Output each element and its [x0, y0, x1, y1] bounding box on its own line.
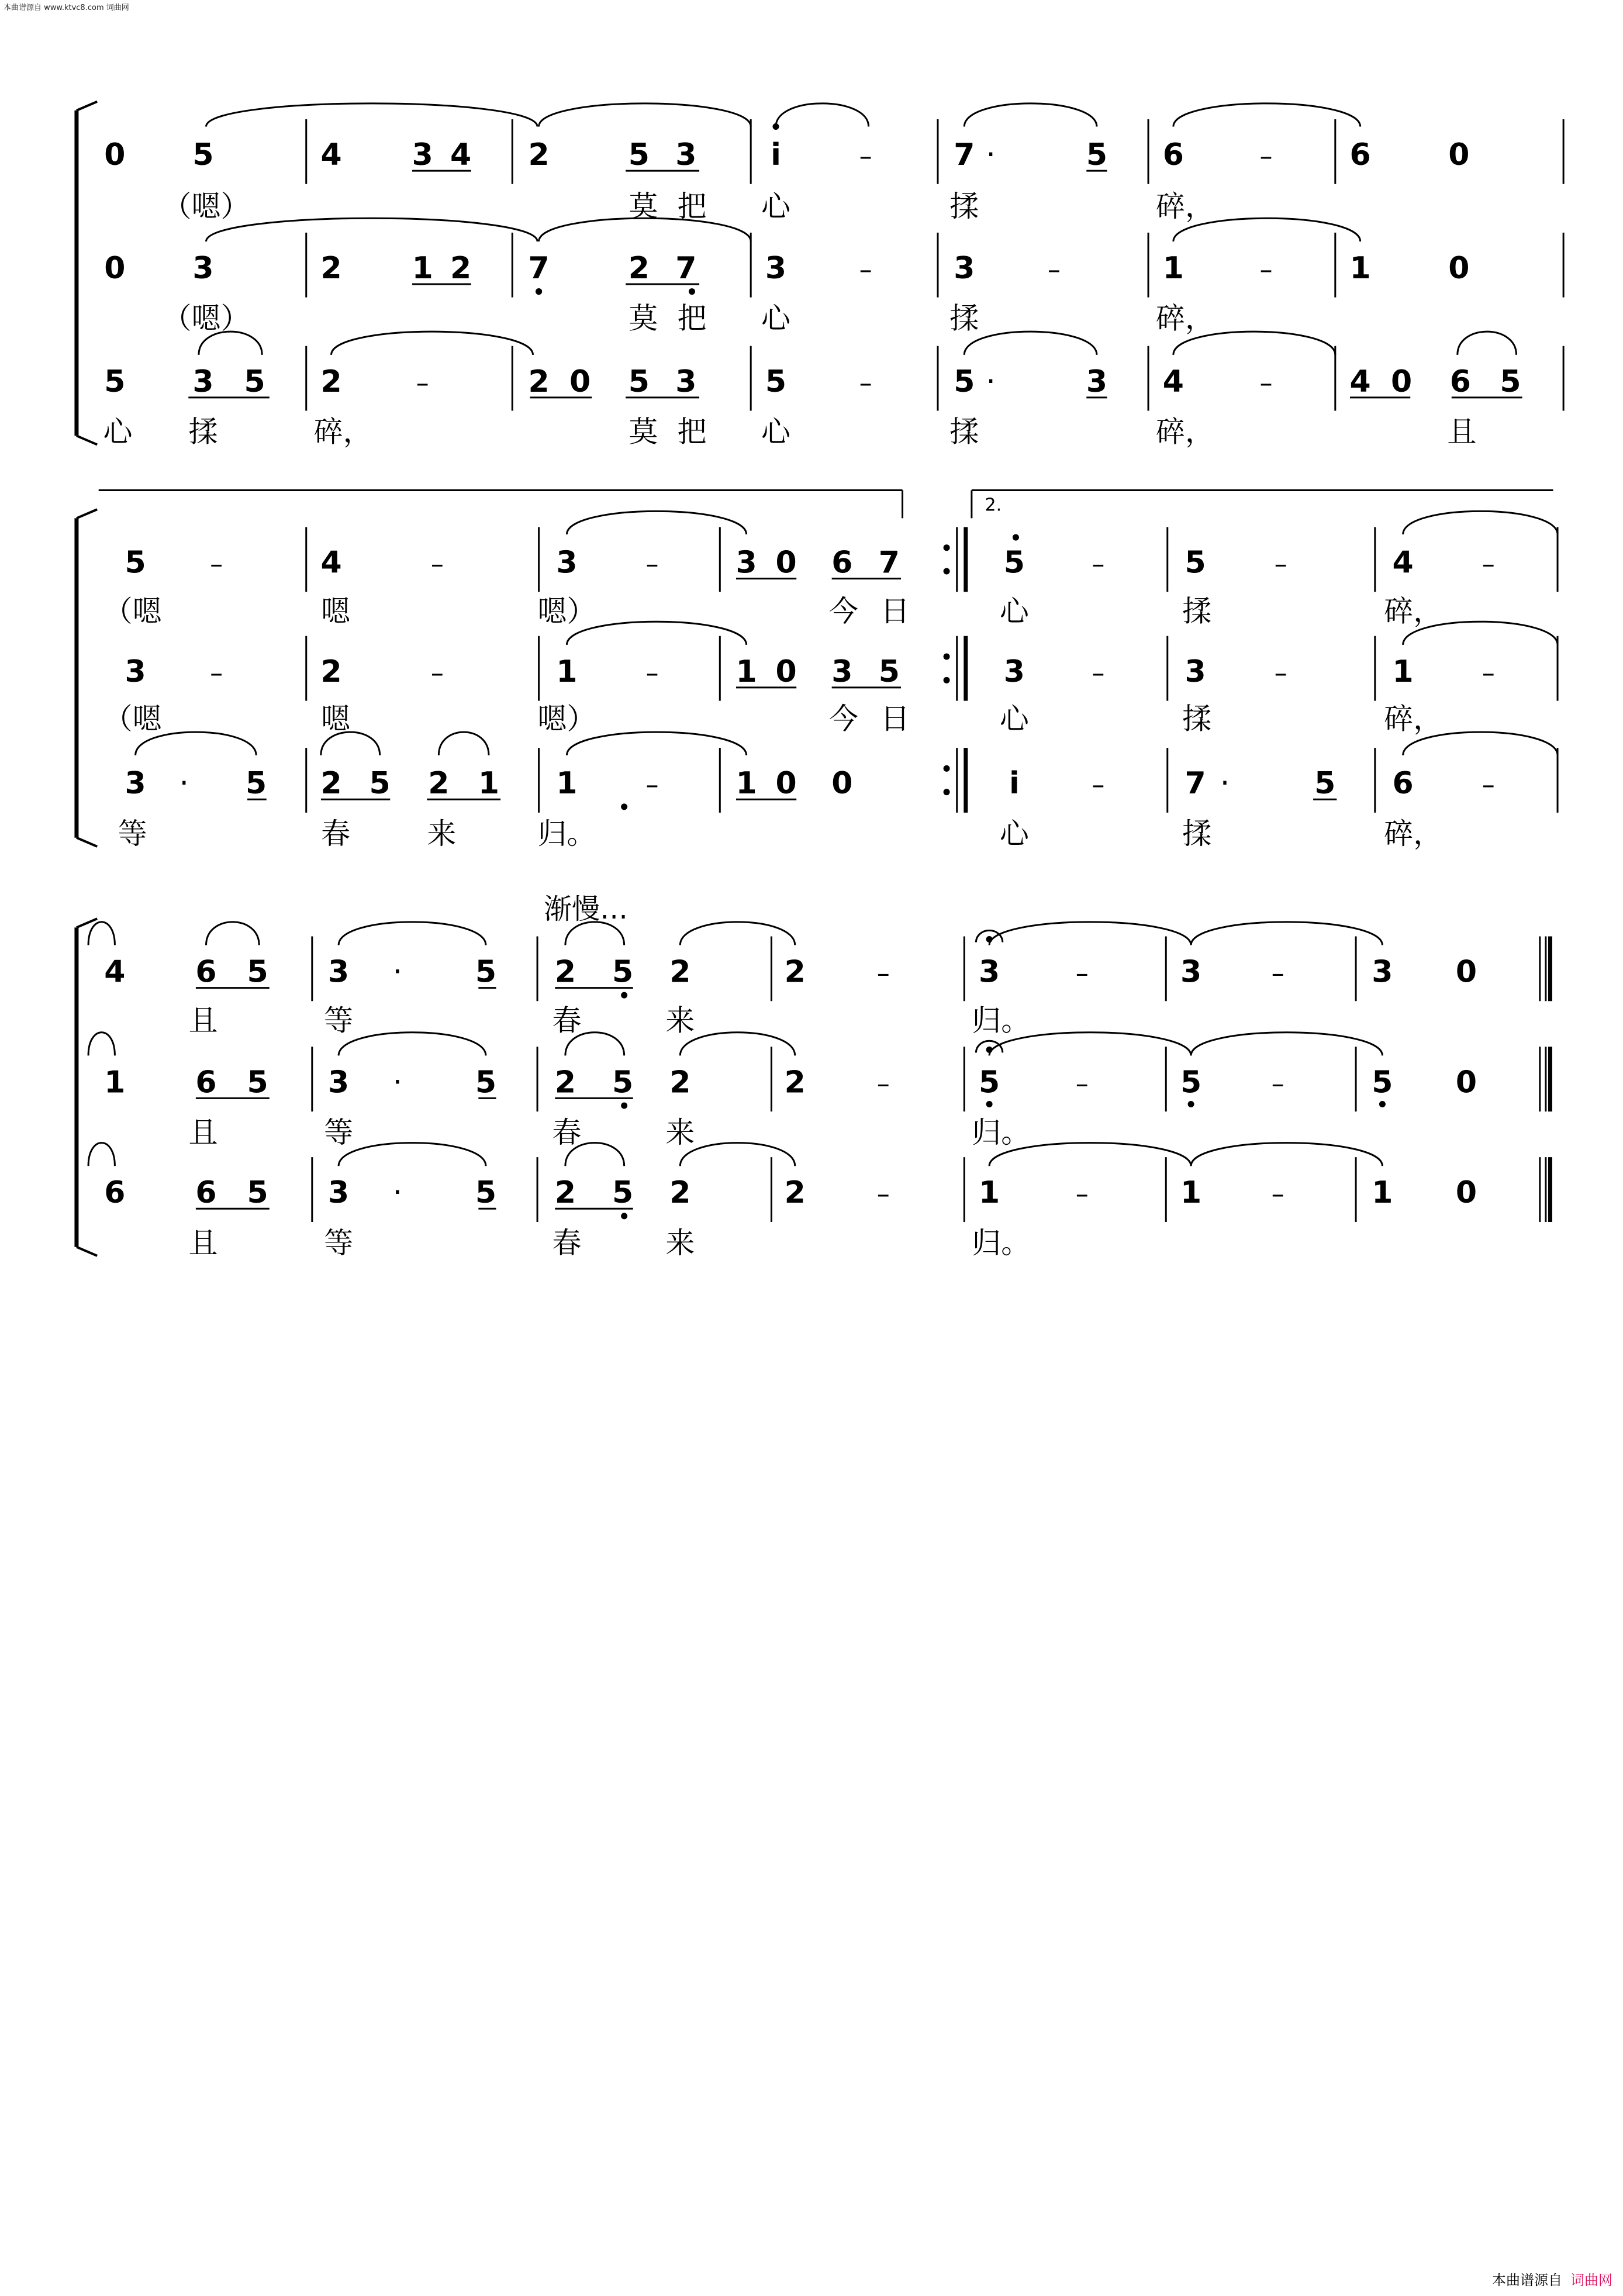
note-number: 3 [192, 250, 214, 286]
repeat-dot [944, 654, 950, 660]
lyric-syllable: 揉 [949, 189, 979, 224]
dash-note: – [1092, 549, 1105, 579]
note-number: 5 [878, 654, 900, 689]
barlines [306, 119, 1563, 1222]
dash-note: – [1259, 141, 1273, 172]
underlines-and-slurs [88, 103, 1558, 1209]
lyric-syllable: 把 [677, 189, 707, 224]
lyric-syllable: 等 [324, 1225, 354, 1260]
slur [339, 1033, 486, 1056]
note-number: 5 [954, 364, 975, 399]
note-number: 5 [1086, 137, 1108, 173]
note-number: 2 [669, 954, 691, 990]
note-number: 5 [369, 766, 391, 802]
fermata-dot [986, 1047, 993, 1053]
lyric-syllable: 且 [188, 1225, 218, 1260]
slur [206, 103, 538, 127]
lyric-syllable: 归。 [972, 1115, 1031, 1149]
slur [88, 1143, 115, 1166]
repeat-dot [944, 677, 950, 683]
note-number: 2 [554, 954, 576, 990]
slur [206, 218, 538, 241]
lyric-syllable: 碎， [1155, 415, 1214, 449]
lyric-syllable: 揉 [949, 301, 979, 336]
note-number: 1 [1180, 1175, 1202, 1211]
octave-dot [1013, 534, 1019, 541]
note-number: 6 [1162, 137, 1184, 173]
lyric-syllable: 心 [103, 415, 133, 449]
octave-dot [536, 288, 542, 295]
note-number: 3 [765, 250, 787, 286]
lyric-syllable: 日 [880, 594, 910, 629]
lyric-syllable: 且 [188, 1003, 218, 1038]
slur [206, 922, 260, 945]
repeat-dot [944, 544, 950, 551]
lyric-syllable: 春 [552, 1003, 582, 1038]
dash-note: – [430, 658, 444, 688]
note-number: 5 [1314, 766, 1336, 802]
note-number: 5 [246, 766, 267, 802]
note-number: 1 [1392, 654, 1414, 689]
dash-note: – [645, 549, 659, 579]
octave-dot [772, 123, 779, 130]
dash-note: – [859, 141, 872, 172]
note-number: i [1009, 766, 1020, 802]
lyric-syllable: 心 [761, 189, 790, 224]
note-number: 3 [831, 654, 853, 689]
octave-dot [689, 288, 695, 295]
slur [1191, 1143, 1382, 1166]
lyric-syllable: 春 [321, 816, 351, 851]
slur [1191, 922, 1382, 945]
dash-note: – [1075, 1179, 1089, 1210]
note-number: 2 [669, 1175, 691, 1211]
note-number: 3 [328, 1175, 350, 1211]
lyric-syllable: 心 [999, 816, 1029, 851]
note-number: 5 [765, 364, 787, 399]
footer-site-name: 词曲网 [1570, 2272, 1612, 2288]
note-number: 0 [775, 654, 797, 689]
dash-note: – [1047, 254, 1061, 285]
lyric-syllable: 心 [999, 594, 1029, 629]
slur [1458, 332, 1517, 355]
lyric-syllable: 碎， [1155, 189, 1214, 224]
note-number: 1 [556, 654, 578, 689]
note-number: 2 [669, 1065, 691, 1100]
dash-note: – [210, 549, 223, 579]
note-number: 5 [1185, 545, 1206, 581]
note-number: 5 [475, 954, 497, 990]
system-brackets [77, 102, 97, 1256]
lyric-syllable: 莫 [629, 301, 658, 336]
lyric-syllable: 碎， [1155, 301, 1214, 336]
note-number: 3 [556, 545, 578, 581]
bracket-bottom-hook [77, 838, 97, 847]
lyric-syllable: （嗯） [162, 189, 250, 224]
bracket-bottom-hook [77, 436, 97, 444]
header-source-note: 本曲谱源自 www.ktvc8.com 词曲网 [4, 4, 129, 12]
slur [680, 922, 795, 945]
note-number: 6 [195, 1065, 217, 1100]
lyric-syllable: 揉 [1182, 816, 1212, 851]
lyric-syllable: 春 [552, 1225, 582, 1260]
note-number: 0 [1391, 364, 1413, 399]
dash-note: – [1259, 254, 1273, 285]
lyric-syllable: 今 [828, 594, 858, 629]
dash-note: – [876, 958, 890, 989]
dot-note: · [392, 1065, 403, 1100]
note-number: 0 [1448, 250, 1470, 286]
note-number: 4 [320, 545, 342, 581]
octave-dot [621, 803, 627, 810]
note-number: 5 [612, 1175, 634, 1211]
dot-note: · [392, 954, 403, 990]
note-number: 5 [979, 1065, 1000, 1100]
lyric-syllable: 莫 [629, 415, 658, 449]
dash-note: – [1259, 368, 1273, 398]
lyric-syllable: 来 [665, 1225, 695, 1260]
note-number: 1 [478, 766, 500, 802]
note-number: 1 [735, 654, 757, 689]
octave-dot [986, 1101, 993, 1107]
dash-note: – [876, 1179, 890, 1210]
note-number: 1 [1162, 250, 1184, 286]
lyric-syllable: 等 [324, 1003, 354, 1038]
dash-note: – [645, 658, 659, 688]
note-number: 0 [1455, 1065, 1477, 1100]
dash-note: – [859, 254, 872, 285]
lyric-syllable: 归。 [537, 816, 596, 851]
dash-note: – [1092, 770, 1105, 800]
lyric-syllable: 归。 [972, 1003, 1031, 1038]
note-number: 6 [1392, 766, 1414, 802]
note-number: 7 [675, 250, 697, 286]
note-number: 3 [979, 954, 1000, 990]
note-number: 5 [1180, 1065, 1202, 1100]
lyric-syllable: （嗯 [103, 594, 162, 629]
volta-2-label: 2. [985, 495, 1002, 516]
note-number: 5 [1372, 1065, 1393, 1100]
lyric-syllable: 春 [552, 1115, 582, 1149]
footer-source-text: 本曲谱源自 [1492, 2272, 1562, 2288]
note-number: 1 [412, 250, 433, 286]
lyric-syllable: （嗯 [103, 702, 162, 736]
dash-note: – [416, 368, 429, 398]
dash-note: – [1482, 658, 1495, 688]
lyric-syllable: 嗯） [537, 702, 596, 736]
note-number: 2 [428, 766, 450, 802]
note-number: 4 [450, 137, 472, 173]
note-number: 6 [1349, 137, 1371, 173]
lyric-syllable: 嗯） [537, 594, 596, 629]
lyric-syllable: 心 [999, 702, 1029, 736]
note-number: 3 [954, 250, 975, 286]
note-number: 1 [556, 766, 578, 802]
repeat-dot [944, 765, 950, 772]
note-number: 3 [675, 364, 697, 399]
repeat-dot [944, 789, 950, 795]
note-number: 6 [104, 1175, 126, 1211]
lyric-syllable: 碎， [1384, 702, 1443, 736]
note-number: 2 [320, 766, 342, 802]
lyric-syllable: 等 [118, 816, 147, 851]
dash-note: – [859, 368, 872, 398]
note-number: 2 [784, 954, 806, 990]
lyric-syllable: 日 [880, 702, 910, 736]
repeat-dot [944, 568, 950, 574]
dash-note: – [1482, 549, 1495, 579]
note-number: 2 [450, 250, 472, 286]
slur [88, 922, 115, 945]
dash-note: – [1092, 658, 1105, 688]
slur [1403, 511, 1558, 534]
slur [1191, 1033, 1382, 1056]
dash-note: – [1271, 1069, 1284, 1099]
footer-source-note [1492, 2269, 1612, 2289]
note-number: 2 [628, 250, 650, 286]
note-number: 3 [125, 766, 146, 802]
slur [438, 732, 489, 755]
octave-dot [621, 992, 627, 999]
note-number: 4 [1392, 545, 1414, 581]
slur [680, 1033, 795, 1056]
lyric-syllable: 来 [665, 1003, 695, 1038]
note-number: 4 [320, 137, 342, 173]
lyric-syllable: 嗯 [321, 594, 351, 629]
slur [339, 922, 486, 945]
dash-note: – [1482, 770, 1495, 800]
note-number: 2 [784, 1065, 806, 1100]
note-number: 0 [1448, 137, 1470, 173]
bracket-bottom-hook [77, 1247, 97, 1256]
lyric-syllable: 揉 [1182, 702, 1212, 736]
note-number: 2 [528, 364, 550, 399]
note-number: i [771, 137, 781, 173]
lyric-syllable: 来 [427, 816, 457, 851]
lyric-syllable: 莫 [629, 189, 658, 224]
slur [989, 922, 1191, 945]
lyric-syllable: （嗯） [162, 301, 250, 336]
note-number: 0 [104, 137, 126, 173]
slur [1173, 103, 1360, 127]
note-number: 1 [979, 1175, 1000, 1211]
note-number: 6 [195, 1175, 217, 1211]
slur [539, 103, 751, 127]
dot-note: · [1220, 766, 1230, 802]
note-number: 5 [628, 364, 650, 399]
note-number: 2 [784, 1175, 806, 1211]
note-number: 6 [831, 545, 853, 581]
slur [331, 332, 533, 355]
lyric-syllable: 揉 [949, 415, 979, 449]
dash-note: – [1075, 958, 1089, 989]
dot-note: · [986, 364, 996, 399]
lyric-syllable: 把 [677, 301, 707, 336]
lyric-syllable: 碎， [1384, 594, 1443, 629]
lyric-syllable: 心 [761, 415, 790, 449]
note-number: 0 [775, 766, 797, 802]
octave-dot [1379, 1101, 1386, 1107]
dash-note: – [1274, 549, 1287, 579]
lyric-syllable: 归。 [972, 1225, 1031, 1260]
dash-note: – [1271, 958, 1284, 989]
lyric-syllable: 碎， [1384, 816, 1443, 851]
note-number: 0 [775, 545, 797, 581]
lyric-syllable: 今 [828, 702, 858, 736]
tempo-marking: 渐慢… [544, 893, 629, 926]
note-number: 3 [1372, 954, 1393, 990]
dot-note: · [179, 766, 189, 802]
dash-note: – [210, 658, 223, 688]
note-number: 3 [1185, 654, 1206, 689]
slur [680, 1143, 795, 1166]
note-number: 2 [320, 250, 342, 286]
dash-note: – [1274, 658, 1287, 688]
note-number: 3 [328, 954, 350, 990]
fermata-dot [986, 936, 993, 942]
octave-dot [1188, 1101, 1194, 1107]
note-number: 1 [1372, 1175, 1393, 1211]
note-number: 5 [475, 1175, 497, 1211]
note-number: 7 [878, 545, 900, 581]
note-number: 5 [192, 137, 214, 173]
note-number: 3 [1003, 654, 1025, 689]
note-number: 3 [675, 137, 697, 173]
note-number: 5 [247, 954, 268, 990]
dash-note: – [876, 1069, 890, 1099]
note-number: 5 [247, 1065, 268, 1100]
note-number: 1 [735, 766, 757, 802]
dot-note: · [392, 1175, 403, 1211]
note-number: 0 [104, 250, 126, 286]
lyric-syllable: 嗯 [321, 702, 351, 736]
note-number: 1 [1349, 250, 1371, 286]
slur [88, 1033, 115, 1056]
lyric-syllable: 把 [677, 415, 707, 449]
note-number: 1 [104, 1065, 126, 1100]
note-number: 2 [554, 1065, 576, 1100]
note-number: 7 [528, 250, 550, 286]
lyric-syllable: 等 [324, 1115, 354, 1149]
note-number: 7 [954, 137, 975, 173]
note-number: 0 [831, 766, 853, 802]
note-number: 4 [1349, 364, 1371, 399]
note-number: 5 [1003, 545, 1025, 581]
bracket-top-hook [77, 102, 97, 111]
note-number: 0 [1455, 954, 1477, 990]
lyric-syllable: 且 [188, 1115, 218, 1149]
note-number: 5 [628, 137, 650, 173]
lyric-syllable: 碎， [313, 415, 372, 449]
note-number: 6 [1449, 364, 1471, 399]
lyric-syllable: 揉 [188, 415, 218, 449]
note-number: 3 [1086, 364, 1108, 399]
note-number: 3 [125, 654, 146, 689]
note-number: 3 [192, 364, 214, 399]
dash-note: – [645, 770, 659, 800]
slur [339, 1143, 486, 1166]
note-number: 3 [328, 1065, 350, 1100]
note-number: 5 [125, 545, 146, 581]
note-number: 3 [735, 545, 757, 581]
note-number: 0 [569, 364, 591, 399]
note-number: 5 [247, 1175, 268, 1211]
note-number: 3 [412, 137, 433, 173]
notation-text [103, 137, 1521, 1260]
dot-note: · [986, 137, 996, 173]
note-number: 4 [104, 954, 126, 990]
lyric-syllable: 且 [1447, 415, 1477, 449]
dash-note: – [1271, 1179, 1284, 1210]
octave-dot [621, 1213, 627, 1219]
note-number: 2 [528, 137, 550, 173]
note-number: 6 [195, 954, 217, 990]
note-number: 5 [612, 954, 634, 990]
note-number: 2 [320, 364, 342, 399]
note-number: 5 [244, 364, 265, 399]
note-number: 7 [1185, 766, 1206, 802]
note-number: 0 [1455, 1175, 1477, 1211]
dash-note: – [430, 549, 444, 579]
note-number: 5 [612, 1065, 634, 1100]
dash-note: – [1075, 1069, 1089, 1099]
slur [964, 332, 1097, 355]
lyric-syllable: 揉 [1182, 594, 1212, 629]
note-number: 5 [104, 364, 126, 399]
octave-dot [621, 1103, 627, 1109]
note-number: 2 [320, 654, 342, 689]
note-number: 5 [475, 1065, 497, 1100]
bracket-top-hook [77, 509, 97, 518]
note-number: 5 [1500, 364, 1521, 399]
note-number: 2 [554, 1175, 576, 1211]
lyric-syllable: 来 [665, 1115, 695, 1149]
note-number: 4 [1162, 364, 1184, 399]
slur [964, 103, 1097, 127]
slur [776, 103, 869, 127]
note-number: 3 [1180, 954, 1202, 990]
lyric-syllable: 心 [761, 301, 790, 336]
